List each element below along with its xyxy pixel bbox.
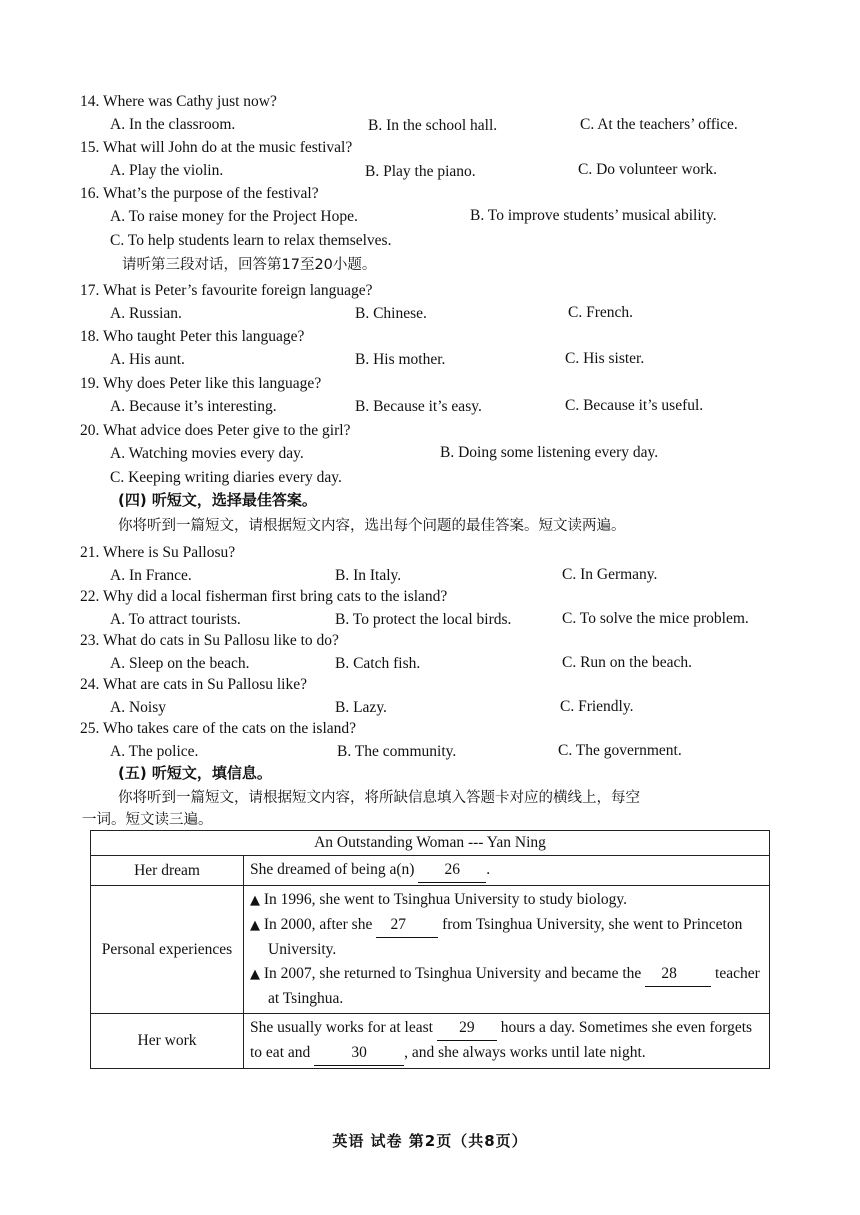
option-19a: A. Because it’s interesting. bbox=[110, 398, 277, 415]
option-18b: B. His mother. bbox=[355, 351, 446, 368]
option-15b: B. Play the piano. bbox=[365, 163, 476, 180]
option-23c: C. Run on the beach. bbox=[562, 654, 693, 671]
option-15a: A. Play the violin. bbox=[110, 162, 224, 179]
blank-30[interactable]: 30 bbox=[314, 1041, 404, 1066]
option-25a: A. The police. bbox=[110, 743, 199, 760]
option-20b: B. Doing some listening every day. bbox=[440, 444, 659, 461]
table-title-row bbox=[91, 831, 770, 856]
blank-27[interactable]: 27 bbox=[376, 913, 438, 938]
option-17a: A. Russian. bbox=[110, 305, 182, 322]
option-19b: B. Because it’s easy. bbox=[355, 398, 482, 415]
option-22c: C. To solve the mice problem. bbox=[562, 610, 749, 627]
option-25c: C. The government. bbox=[558, 742, 682, 759]
question-20: 20. What advice does Peter give to the girl? bbox=[80, 422, 351, 439]
table-row-dream bbox=[91, 856, 770, 886]
question-22: 22. Why did a local fisherman first bring cats to the island? bbox=[80, 588, 448, 605]
option-23b: B. Catch fish. bbox=[335, 655, 421, 672]
table-title: An Outstanding Woman --- Yan Ning bbox=[91, 831, 770, 856]
option-24c: C. Friendly. bbox=[560, 698, 634, 715]
experiences-label: Personal experiences bbox=[91, 886, 244, 1014]
dream-content bbox=[244, 856, 770, 886]
part5-instruction-1: 你将听到一篇短文，请根据短文内容，将所缺信息填入答题卡对应的横线上，每空 bbox=[118, 790, 640, 806]
option-15c: C. Do volunteer work. bbox=[578, 161, 718, 178]
blank-29[interactable]: 29 bbox=[437, 1016, 497, 1041]
option-17b: B. Chinese. bbox=[355, 305, 427, 322]
question-24: 24. What are cats in Su Pallosu like? bbox=[80, 676, 307, 693]
option-16c: C. To help students learn to relax themselves. bbox=[110, 232, 392, 249]
question-17: 17. What is Peter’s favourite foreign language? bbox=[80, 282, 373, 299]
option-20a: A. Watching movies every day. bbox=[110, 445, 304, 462]
info-table bbox=[90, 830, 770, 1069]
question-21: 21. Where is Su Pallosu? bbox=[80, 544, 236, 561]
question-16: 16. What’s the purpose of the festival? bbox=[80, 185, 319, 202]
option-22a: A. To attract tourists. bbox=[110, 611, 241, 628]
option-19c: C. Because it’s useful. bbox=[565, 397, 704, 414]
experience-item: ▲ In 1996, she went to Tsinghua University to study biology. bbox=[250, 891, 628, 908]
option-20c: C. Keeping writing diaries every day. bbox=[110, 469, 342, 486]
dream-label: Her dream bbox=[91, 856, 244, 886]
blank-28[interactable]: 28 bbox=[645, 962, 711, 987]
option-23a: A. Sleep on the beach. bbox=[110, 655, 250, 672]
question-14: 14. Where was Cathy just now? bbox=[80, 93, 277, 110]
dream-text: She dreamed of being a(n) bbox=[250, 861, 415, 878]
part5-instruction-2: 一词。短文读三遍。 bbox=[82, 812, 213, 828]
question-15: 15. What will John do at the music festival? bbox=[80, 139, 353, 156]
option-16a: A. To raise money for the Project Hope. bbox=[110, 208, 358, 225]
question-19: 19. Why does Peter like this language? bbox=[80, 375, 322, 392]
triangle-bullet-icon: ▲ bbox=[250, 967, 260, 982]
triangle-bullet-icon: ▲ bbox=[250, 893, 260, 908]
section3-instruction: 请听第三段对话，回答第17至20小题。 bbox=[122, 257, 377, 273]
option-21b: B. In Italy. bbox=[335, 567, 402, 584]
option-16b: B. To improve students’ musical ability. bbox=[470, 207, 717, 224]
triangle-bullet-icon: ▲ bbox=[250, 918, 260, 933]
table-row-experiences bbox=[91, 886, 770, 1014]
table-row-work bbox=[91, 1014, 770, 1069]
page-footer: 英语 试卷 第2页（共8页） bbox=[332, 1132, 528, 1150]
option-25b: B. The community. bbox=[337, 743, 457, 760]
option-18a: A. His aunt. bbox=[110, 351, 185, 368]
option-14a: A. In the classroom. bbox=[110, 116, 236, 133]
question-23: 23. What do cats in Su Pallosu like to do? bbox=[80, 632, 339, 649]
question-18: 18. Who taught Peter this language? bbox=[80, 328, 305, 345]
option-24b: B. Lazy. bbox=[335, 699, 387, 716]
question-25: 25. Who takes care of the cats on the island? bbox=[80, 720, 357, 737]
experiences-content bbox=[244, 886, 770, 1014]
work-label: Her work bbox=[91, 1014, 244, 1069]
experience-item: ▲ In 2000, after she 27 from Tsinghua University, she went to Princeton University. bbox=[250, 913, 763, 962]
option-21c: C. In Germany. bbox=[562, 566, 658, 583]
option-18c: C. His sister. bbox=[565, 350, 645, 367]
option-22b: B. To protect the local birds. bbox=[335, 611, 512, 628]
option-14c: C. At the teachers’ office. bbox=[580, 116, 738, 133]
experience-item: ▲ In 2007, she returned to Tsinghua University and became the 28 teacher at Tsinghua. bbox=[250, 962, 763, 1011]
part5-heading: (五) 听短文，填信息。 bbox=[118, 764, 272, 782]
option-24a: A. Noisy bbox=[110, 699, 166, 716]
dream-post: . bbox=[486, 861, 491, 878]
option-14b: B. In the school hall. bbox=[368, 117, 498, 134]
option-21a: A. In France. bbox=[110, 567, 192, 584]
option-17c: C. French. bbox=[568, 304, 634, 321]
part4-heading: (四) 听短文，选择最佳答案。 bbox=[118, 491, 317, 509]
part4-instruction: 你将听到一篇短文，请根据短文内容，选出每个问题的最佳答案。短文读两遍。 bbox=[118, 518, 626, 534]
work-content: She usually works for at least 29 hours a day. Sometimes she even forgets to eat and 30 , and she always works until late night. bbox=[244, 1014, 770, 1069]
blank-26[interactable]: 26 bbox=[418, 858, 486, 883]
